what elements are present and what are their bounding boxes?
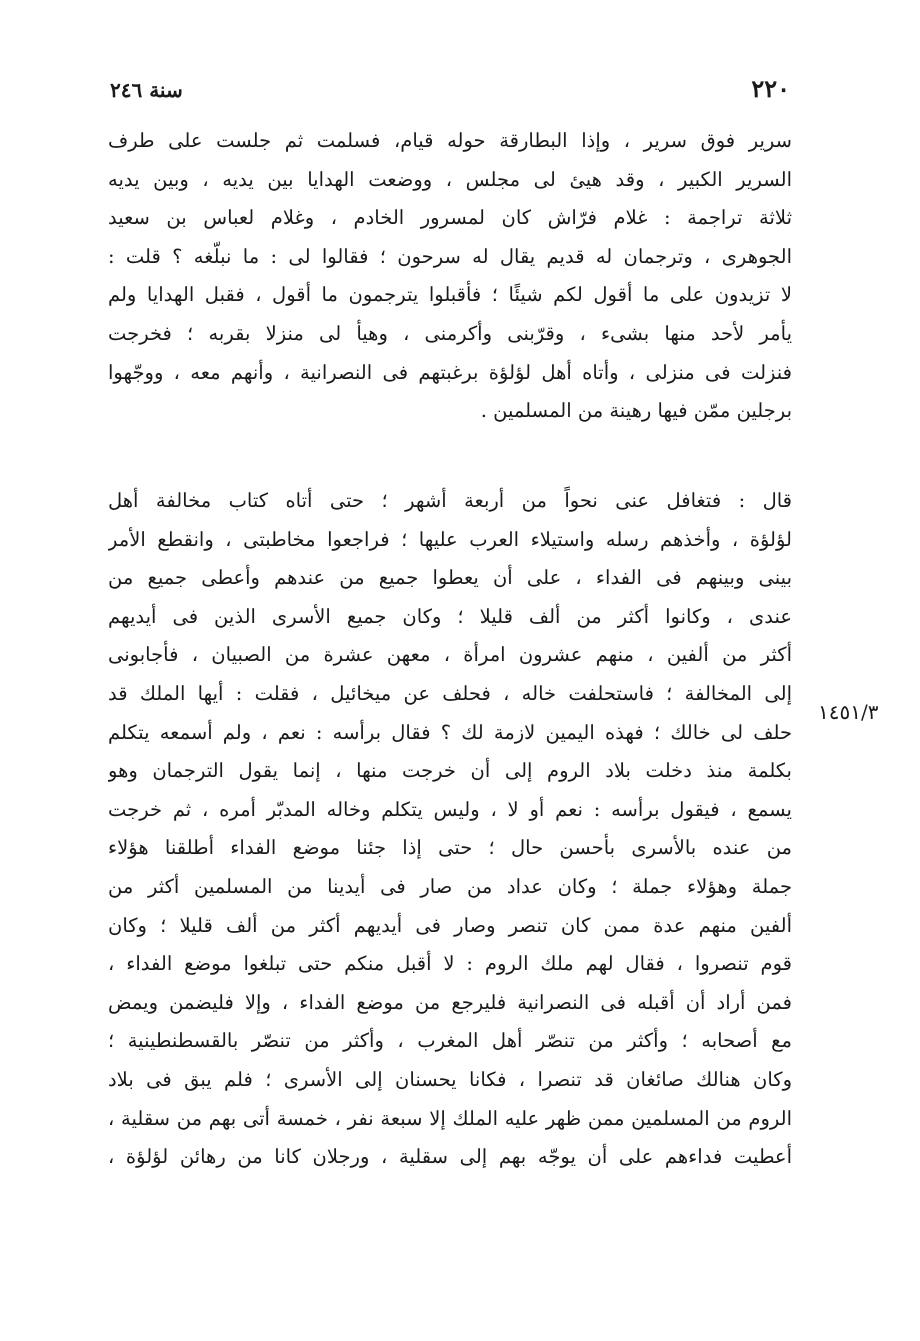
- running-head-year: سنة ٢٤٦: [110, 78, 183, 102]
- text-line: حلف لى خالك ؛ فهذه اليمين لازمة لك ؟ فقال برأسه : نعم ، ولم أسمعه يتكلم: [108, 720, 792, 744]
- text-line: لؤلؤة ، وأخذهم رسله واستيلاء العرب عليها ؛ فراجعوا مخاطبتى ، وانقطع الأمر: [108, 527, 792, 551]
- text-line: فنزلت فى منزلى ، وأتاه أهل لؤلؤة برغبتهم فى النصرانية ، وأنهم معه ، ووجّهوا: [108, 360, 792, 384]
- text-line: فمن أراد أن أقبله فى النصرانية فليرجع من موضع الفداء ، وإلا فليضمن ويمض: [108, 990, 792, 1014]
- text-line: ألفين منهم عدة ممن كان تنصر وصار فى أيديهم أكثر من ألف قليلا ؛ وكان: [108, 913, 792, 937]
- margin-reference: ١٤٥١/٣: [818, 700, 879, 724]
- text-line: قوم تنصروا ، فقال لهم ملك الروم : لا أقبل منكم حتى تبلغوا موضع الفداء ،: [108, 952, 792, 976]
- text-line: من عنده بالأسرى بأحسن حال ؛ حتى إذا جئنا موضع الفداء أطلقنا هؤلاء: [108, 836, 792, 860]
- text-line: وكان هنالك صائغان قد تنصرا ، فكانا يحسنان إلى الأسرى ؛ فلم يبق فى بلاد: [108, 1067, 792, 1091]
- paragraph-2: [108, 482, 792, 1177]
- text-line: برجلين ممّن فيها رهينة من المسلمين .: [480, 399, 792, 423]
- paragraph-1: [108, 122, 792, 431]
- text-line: بكلمة منذ دخلت بلاد الروم إلى أن خرجت منها ، إنما يقول الترجمان وهو: [108, 759, 792, 783]
- page-header: [110, 74, 790, 108]
- text-line: السرير الكبير ، وقد هيئ لى مجلس ، ووضعت الهدايا بين يديه ، وبين يديه: [108, 167, 792, 191]
- text-line: أكثر من ألفين ، منهم عشرون امرأة ، معهن عشرة من الصبيان ، فأجابونى: [108, 643, 792, 667]
- text-line: الجوهرى ، وترجمان له قديم يقال له سرحون ؛ فقالوا لى : ما نبلّغه ؟ قلت :: [108, 244, 792, 268]
- text-line: قال : فتغافل عنى نحواً من أربعة أشهر ؛ حتى أتاه كتاب مخالفة أهل: [108, 489, 792, 512]
- text-line: بينى وبينهم فى الفداء ، على أن يعطوا جميع من عندهم وأعطى جميع من: [108, 566, 792, 590]
- text-line: إلى المخالفة ؛ فاستحلفت خاله ، فحلف عن ميخائيل ، فقلت : أيها الملك قد: [108, 681, 792, 705]
- text-line: سرير فوق سرير ، وإذا البطارقة حوله قيام، فسلمت ثم جلست على طرف: [108, 129, 792, 152]
- text-line: ثلاثة تراجمة : غلام فرّاش كان لمسرور الخادم ، وغلام لعباس بن سعيد: [108, 206, 792, 230]
- text-line: جملة وهؤلاء جملة ؛ وكان عداد من صار فى أيدينا من المسلمين أكثر من: [108, 874, 792, 898]
- text-line: يأمر لأحد منها بشىء ، وقرّبنى وأكرمنى ، وهيأ لى منزلا بقربه ؛ فخرجت: [108, 321, 792, 345]
- page-number: ٢٢٠: [751, 74, 790, 103]
- text-line: أعطيت فداءهم على أن يوجّه بهم إلى سقلية ، ورجلان كانا من رهائن لؤلؤة ،: [108, 1145, 792, 1169]
- text-line: الروم من المسلمين ممن ظهر عليه الملك إلا سبعة نفر ، خمسة أتى بهم من سقلية ،: [108, 1106, 792, 1130]
- text-line: يسمع ، فيقول برأسه : نعم أو لا ، وليس يتكلم وخاله المدبّر أمره ، ثم خرجت: [108, 797, 792, 821]
- text-line: لا تزيدون على ما أقول لكم شيئًا ؛ فأقبلوا يترجمون ما أقول ، فقبل الهدايا ولم: [108, 283, 792, 307]
- text-line: عندى ، وكانوا أكثر من ألف قليلا ؛ وكان جميع الأسرى الذين فى أيديهم: [108, 604, 792, 628]
- text-line: مع أصحابه ؛ وأكثر من تنصّر أهل المغرب ، وأكثر من تنصّر بالقسطنطينية ؛: [108, 1029, 792, 1053]
